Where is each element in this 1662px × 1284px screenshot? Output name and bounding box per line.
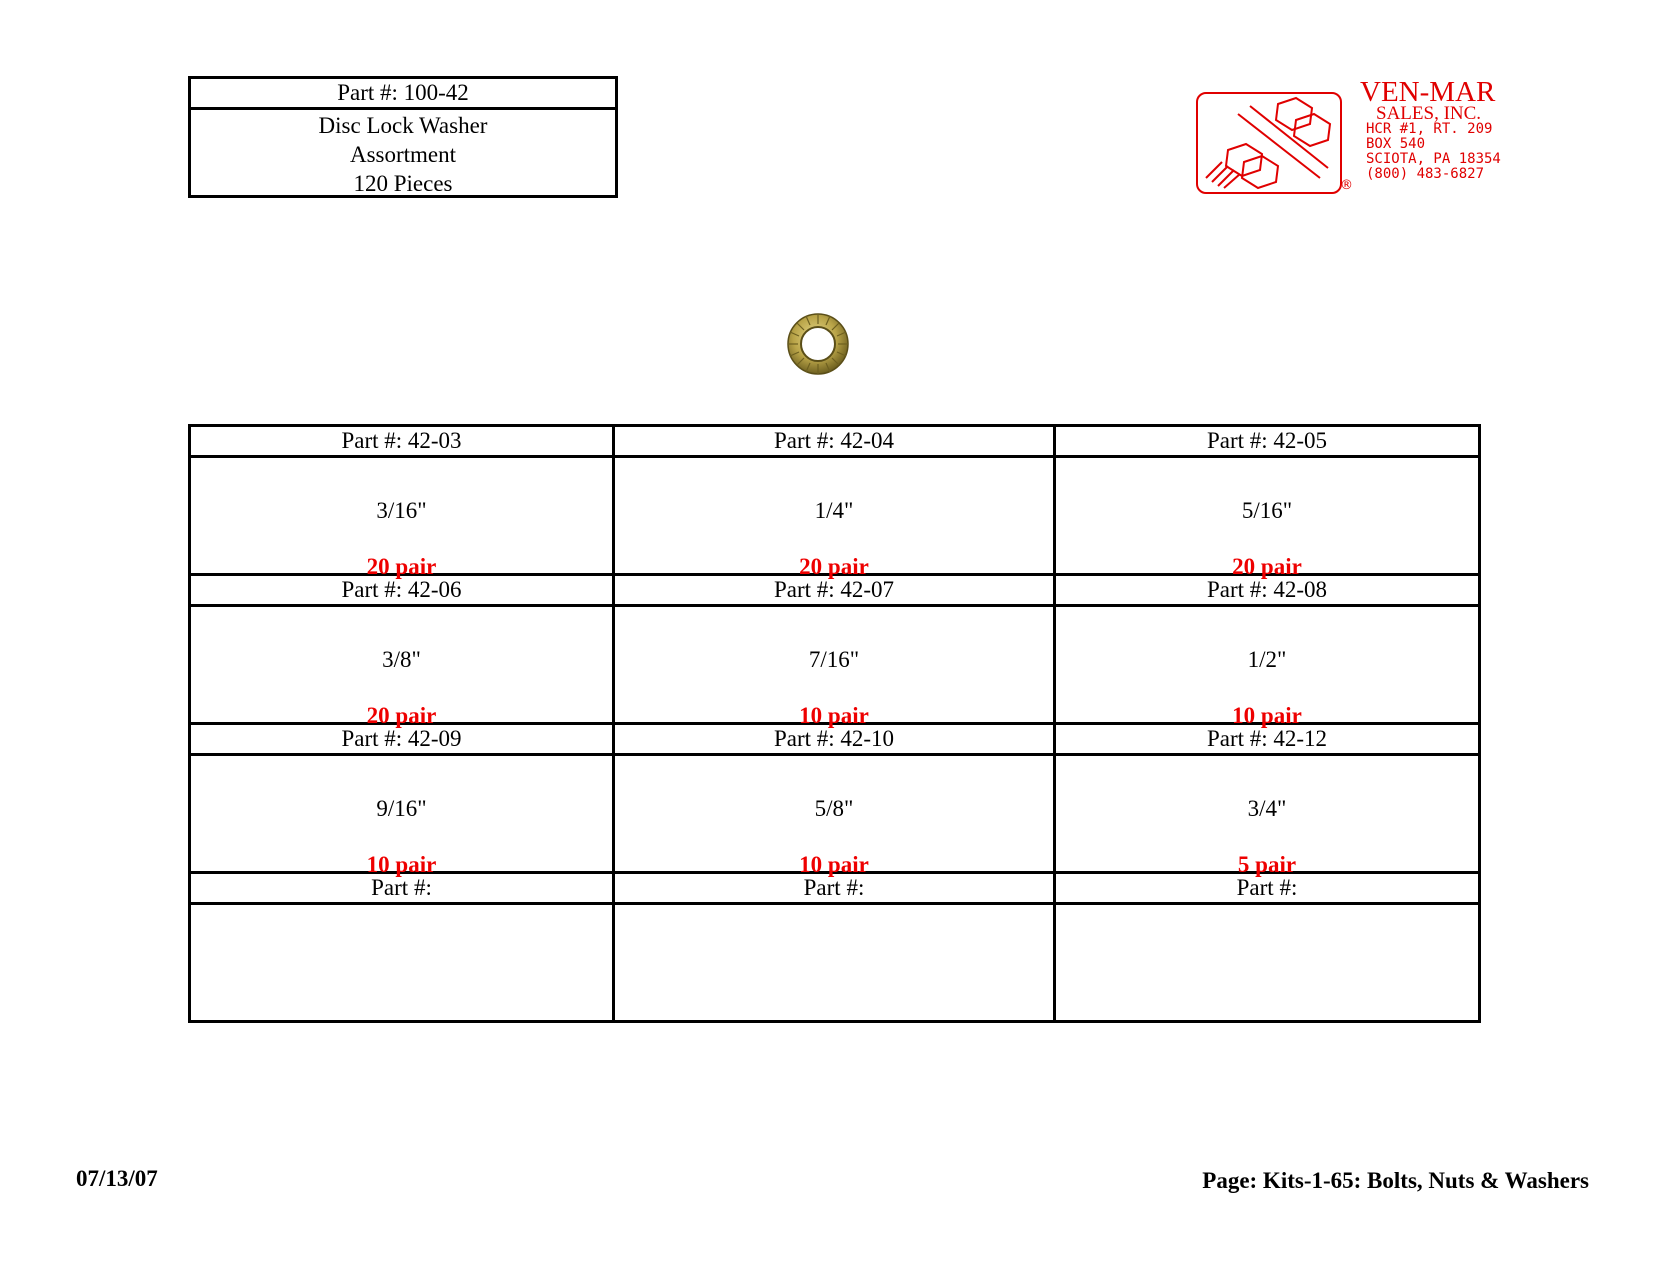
- part-number-cell: Part #: 42-03: [190, 426, 614, 457]
- footer-page-label: Page: Kits-1-65: Bolts, Nuts & Washers: [1202, 1168, 1589, 1193]
- part-number-cell: Part #: 42-06: [190, 575, 614, 606]
- registered-mark: ®: [1340, 178, 1353, 193]
- part-detail-cell: [190, 755, 614, 877]
- washer-size: 1/2": [1247, 647, 1287, 672]
- logo-address-line: HCR #1, RT. 209: [1366, 121, 1493, 137]
- part-detail-cell: [614, 606, 1055, 728]
- washer-quantity: 20 pair: [1232, 554, 1302, 579]
- kit-description: [191, 110, 615, 198]
- logo-brand: VEN-MAR: [1360, 76, 1496, 108]
- bolt-nut-logo-icon: [1196, 92, 1342, 194]
- part-detail-cell: [190, 606, 614, 728]
- kit-description-line: Disc Lock Washer: [318, 113, 488, 138]
- part-number-cell: Part #:: [190, 873, 614, 904]
- part-number-cell: Part #: 42-09: [190, 724, 614, 755]
- washer-quantity: 20 pair: [799, 554, 869, 579]
- washer-quantity: 10 pair: [1232, 703, 1302, 728]
- washer-size: 5/16": [1241, 498, 1293, 523]
- part-detail-cell: [1055, 755, 1480, 877]
- part-number-cell: Part #: 42-12: [1055, 724, 1480, 755]
- washer-size: 3/4": [1247, 796, 1287, 821]
- part-detail-cell: [614, 904, 1055, 1022]
- part-number-cell: Part #: 42-08: [1055, 575, 1480, 606]
- logo-subtitle: SALES, INC.: [1376, 103, 1482, 124]
- company-logo: [1192, 78, 1542, 198]
- kit-part-number: Part #: 100-42: [191, 79, 615, 110]
- part-number-cell: Part #: 42-07: [614, 575, 1055, 606]
- washer-quantity: 10 pair: [799, 852, 869, 877]
- part-number-cell: Part #: 42-04: [614, 426, 1055, 457]
- part-detail-cell: [190, 904, 614, 1022]
- part-detail-cell: [1055, 606, 1480, 728]
- parts-header-row: [190, 426, 1480, 457]
- part-number-cell: Part #:: [1055, 873, 1480, 904]
- washer-quantity: 5 pair: [1237, 852, 1297, 877]
- disc-lock-washer-image: [786, 312, 850, 376]
- parts-detail-row: [190, 904, 1480, 1022]
- parts-grid: [188, 424, 1481, 1023]
- part-number-cell: Part #:: [614, 873, 1055, 904]
- kit-description-line: Assortment: [349, 142, 457, 167]
- washer-size: 5/8": [814, 796, 854, 821]
- part-number-cell: Part #: 42-05: [1055, 426, 1480, 457]
- part-detail-cell: [614, 457, 1055, 579]
- washer-size: 3/16": [376, 498, 427, 523]
- washer-size: 7/16": [808, 647, 860, 672]
- logo-text: [1360, 78, 1501, 182]
- washer-size: 9/16": [376, 796, 427, 821]
- kit-title-box: [188, 76, 618, 198]
- washer-quantity: 10 pair: [366, 852, 437, 877]
- part-detail-cell: [190, 457, 614, 579]
- logo-address-line: (800) 483-6827: [1366, 166, 1485, 182]
- washer-size: 3/8": [382, 647, 421, 672]
- part-detail-cell: [614, 755, 1055, 877]
- logo-address-line: BOX 540: [1366, 136, 1426, 152]
- parts-detail-row: [190, 457, 1480, 575]
- washer-quantity: 20 pair: [366, 703, 437, 728]
- part-detail-cell: [1055, 457, 1480, 579]
- parts-detail-row: [190, 755, 1480, 873]
- part-detail-cell: [1055, 904, 1480, 1022]
- part-number-cell: Part #: 42-10: [614, 724, 1055, 755]
- logo-address-line: SCIOTA, PA 18354: [1366, 151, 1501, 167]
- parts-detail-row: [190, 606, 1480, 724]
- kit-description-line: 120 Pieces: [353, 171, 453, 196]
- washer-size: 1/4": [814, 498, 854, 523]
- washer-quantity: 10 pair: [799, 703, 869, 728]
- washer-quantity: 20 pair: [366, 554, 437, 579]
- footer-date: 07/13/07: [76, 1166, 158, 1191]
